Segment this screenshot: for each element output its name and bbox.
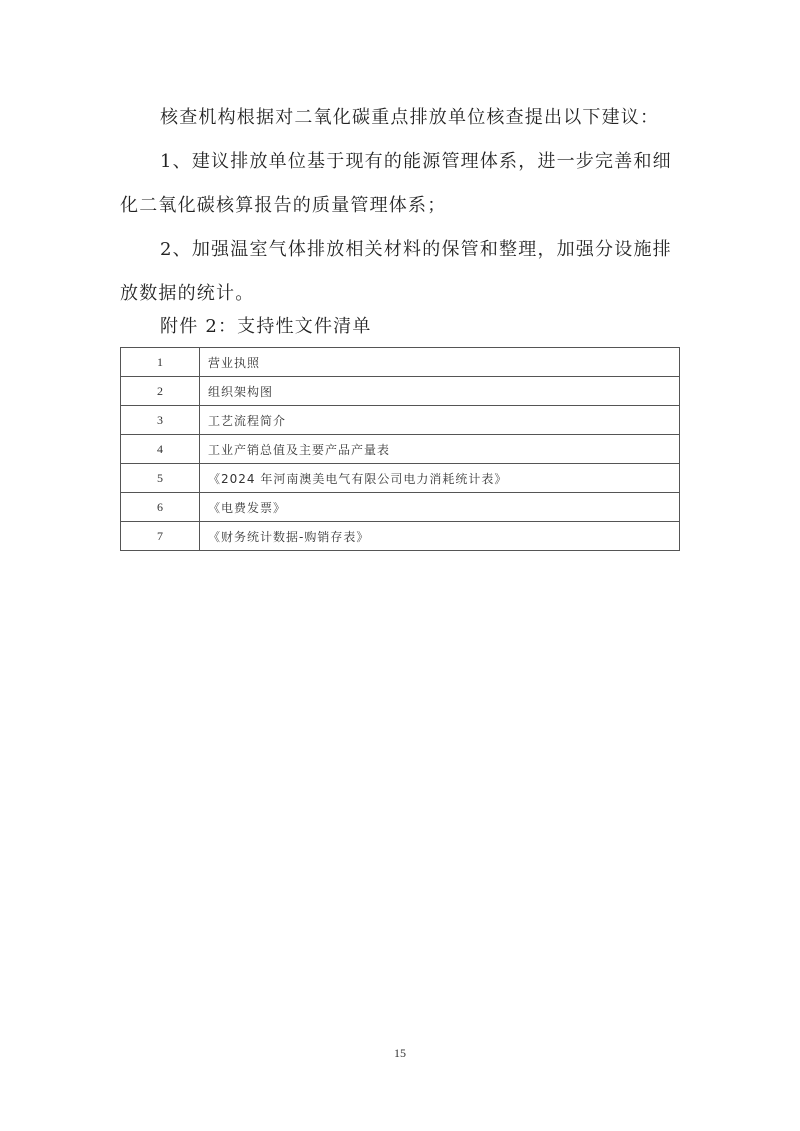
table-row: [121, 493, 680, 522]
document-name: 《财务统计数据-购销存表》: [200, 522, 680, 551]
row-number: 3: [121, 406, 200, 435]
document-name: 组织架构图: [200, 377, 680, 406]
row-number: 6: [121, 493, 200, 522]
row-number: 4: [121, 435, 200, 464]
document-name: 《电费发票》: [200, 493, 680, 522]
suggestion-2-paragraph: [120, 228, 682, 316]
table-row: [121, 348, 680, 377]
document-name: 营业执照: [200, 348, 680, 377]
suggestion-1-paragraph: [120, 140, 682, 228]
document-name: 工业产销总值及主要产品产量表: [200, 435, 680, 464]
document-name: 工艺流程简介: [200, 406, 680, 435]
table-row: [121, 435, 680, 464]
intro-paragraph: [120, 96, 682, 140]
row-number: 5: [121, 464, 200, 493]
supporting-documents-table: [120, 347, 680, 551]
document-name: 《2024 年河南澳美电气有限公司电力消耗统计表》: [200, 464, 680, 493]
attachment-title: 附件 2：支持性文件清单: [160, 316, 372, 337]
table-row: [121, 522, 680, 551]
suggestion-2-text: 2、加强温室气体排放相关材料的保管和整理，加强分设施排放数据的统计。: [120, 239, 672, 304]
row-number: 2: [121, 377, 200, 406]
suggestion-1-text: 1、建议排放单位基于现有的能源管理体系，进一步完善和细化二氧化碳核算报告的质量管理体系；: [120, 151, 672, 216]
row-number: 1: [121, 348, 200, 377]
table-row: [121, 406, 680, 435]
intro-text: 核查机构根据对二氧化碳重点排放单位核查提出以下建议：: [160, 107, 660, 128]
page-number: 15: [394, 1046, 406, 1060]
table-row: [121, 377, 680, 406]
row-number: 7: [121, 522, 200, 551]
table-row: [121, 464, 680, 493]
